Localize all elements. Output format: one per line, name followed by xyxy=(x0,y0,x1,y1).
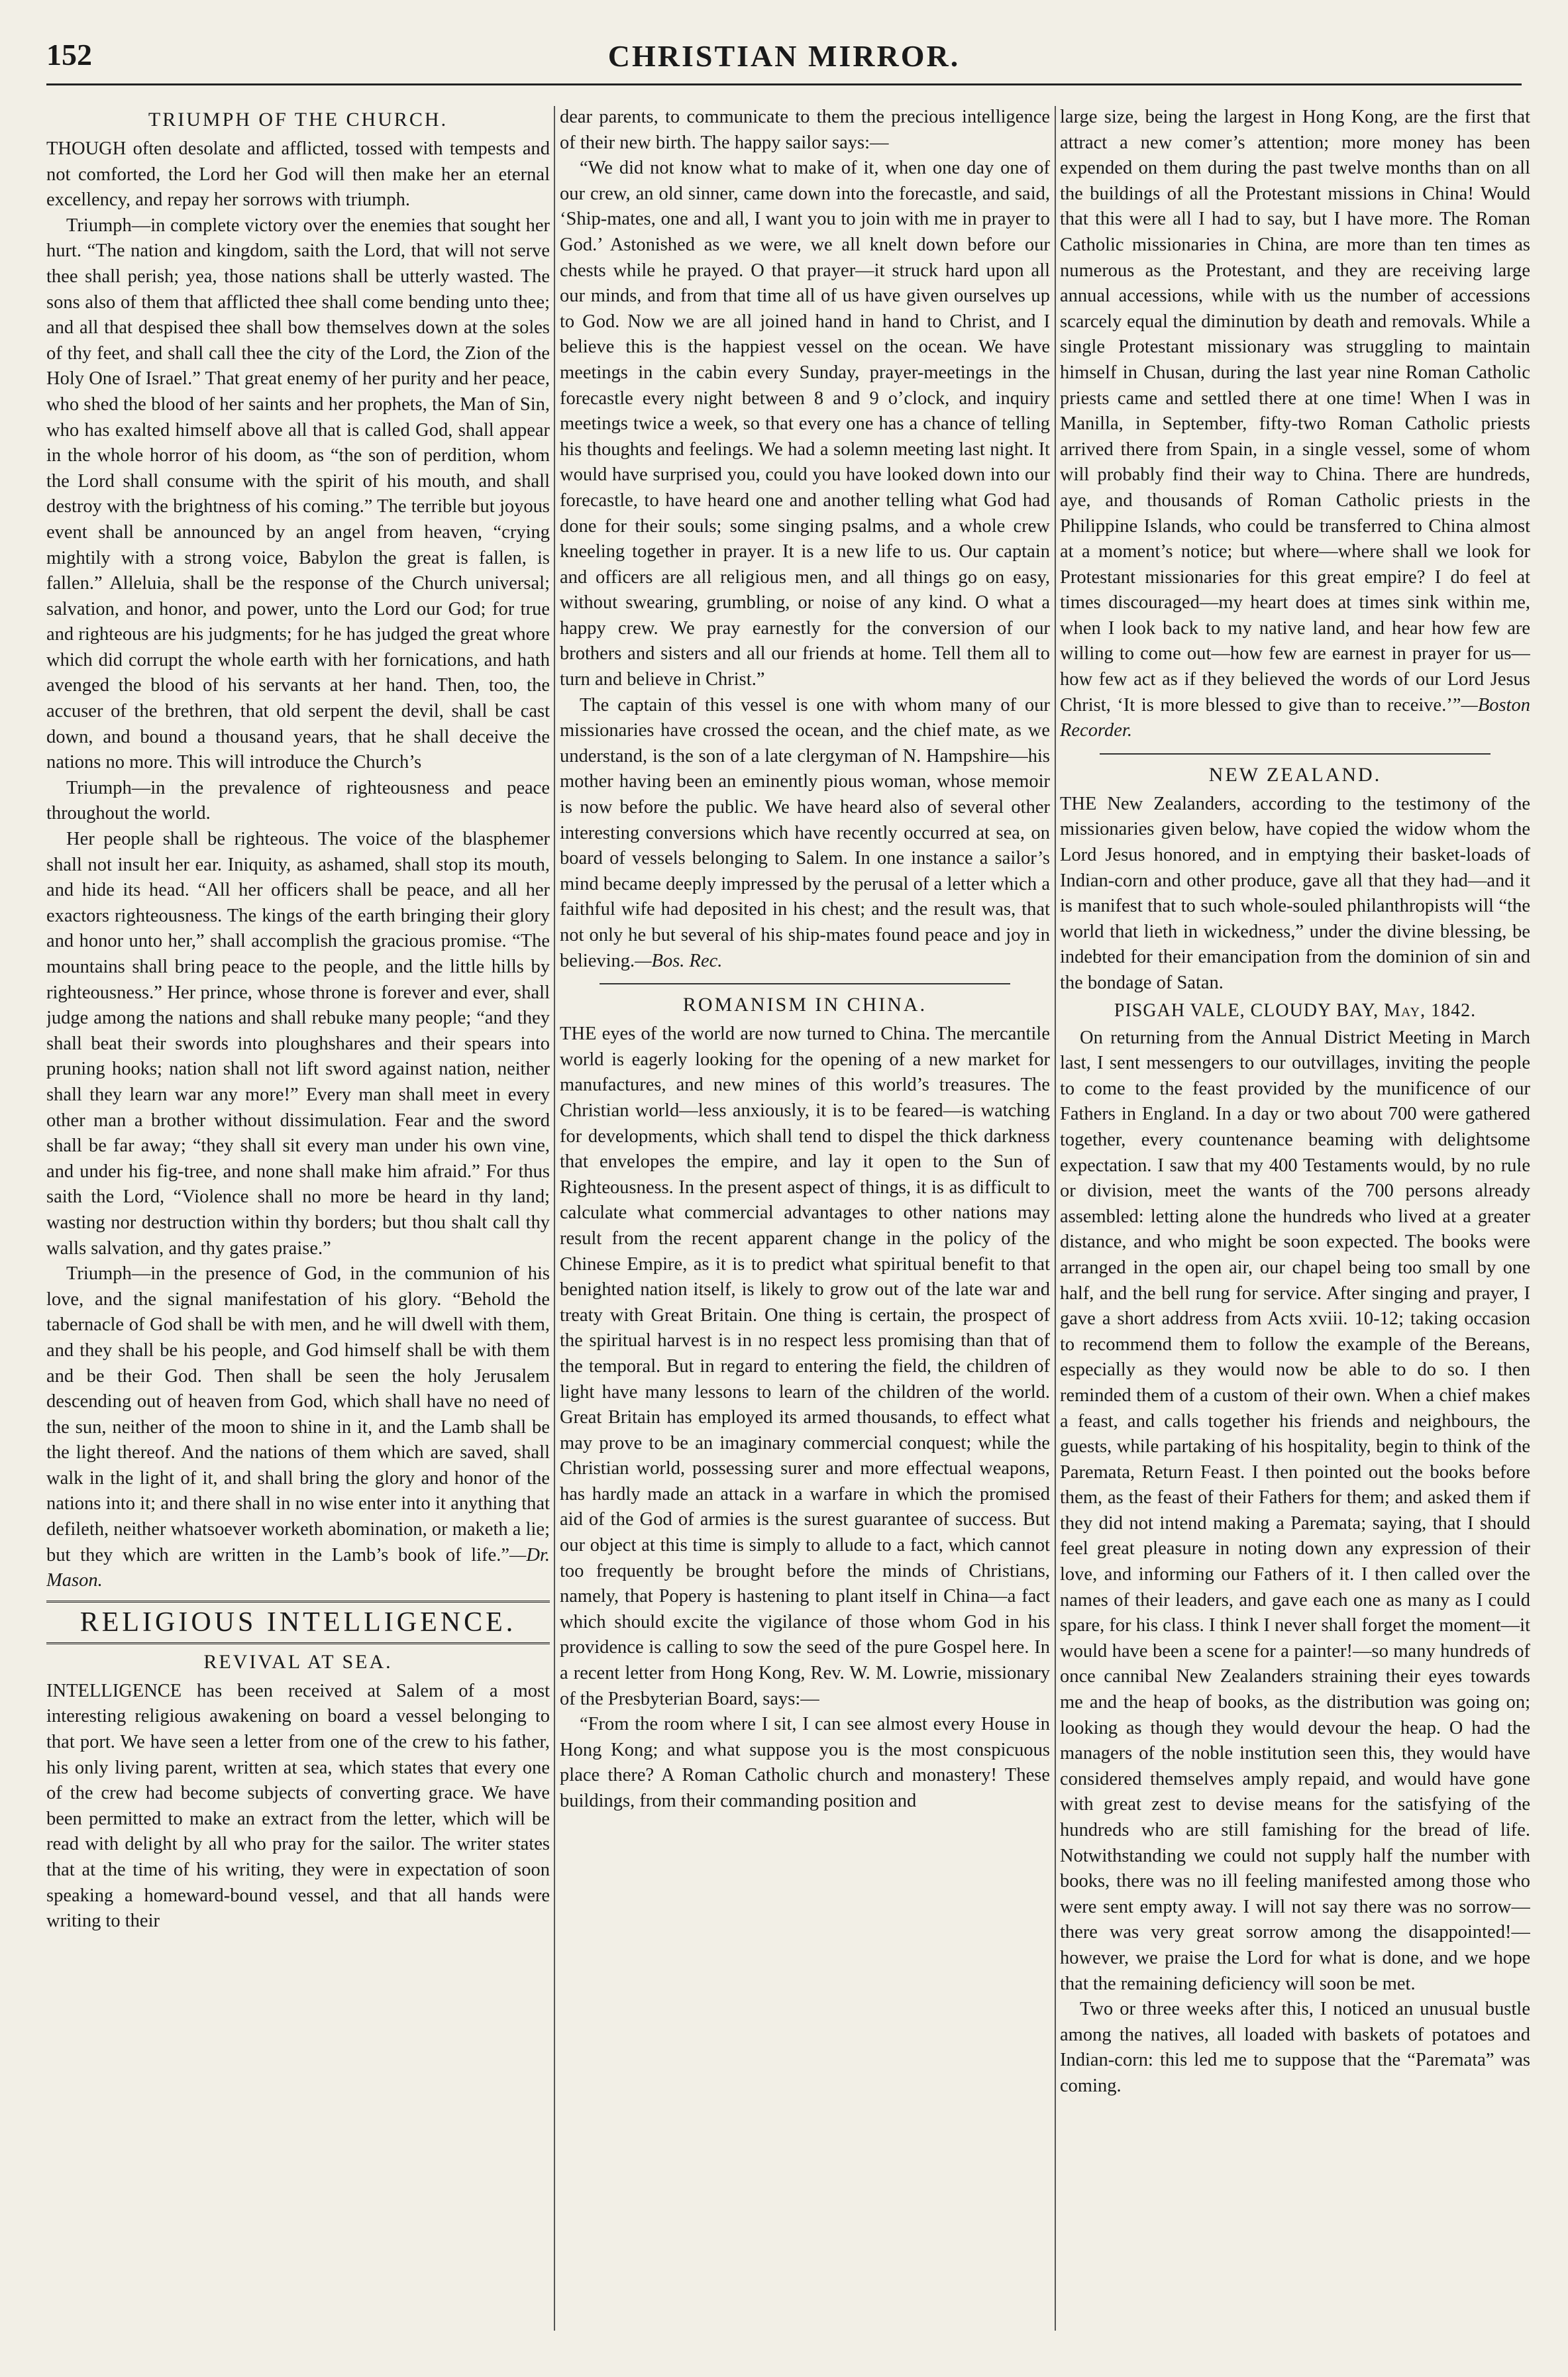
signature: —Dr. Mason. xyxy=(46,1544,550,1591)
paragraph xyxy=(46,1261,550,1594)
paragraph xyxy=(1060,105,1530,744)
column-3 xyxy=(1060,105,1530,2337)
paragraph: THE eyes of the world are now turned to China. The mercantile world is eagerly looking for the opening of a new market for manufactures, and new mines of this world’s treasures. The Christian world—less anxiously, it is to be feared—is watching for developments, which shall tend to dispel the thick darkness that envelopes the empire, and lay it open to the Sun of Righteousness. In the present aspect of things, it is as difficult to calculate what commercial advantages to other nations may result from the recent apparent change in the policy of the Chinese Empire, as it is to predict what spiritual benefit to that benighted nation itself, is likely to grow out of the late war and treaty with Great Britain. One thing is certain, the prospect of the spiritual harvest is in no respect less promising than that of the temporal. But in regard to entering the field, the children of light have many lessons to learn of the children of the world. Great Britain has employed its armed thousands, to effect what may prove to be an imaginary commercial conquest; while the Christian world, possessing surer and more effectual weapons, has hardly made an attack in a warfare in which the promised aid of the God of armies is the surest guarantee of success. But our object at this time is simply to allude to a fact, which cannot too frequently be brought before the minds of Christians, namely, that Popery is hastening to plant itself in China—a fact which should excite the vigilance of those whom God in his providence is calling to sow the seed of the pure Gospel here. In a recent letter from Hong Kong, Rev. W. M. Lowrie, missionary of the Presbyterian Board, says:— xyxy=(560,1024,1050,1709)
paragraph: “From the room where I sit, I can see almost every House in Hong Kong; and what suppose you is the most conspicuous place there? A Roman Catholic church and monastery! These buildings, from their commanding position and xyxy=(560,1714,1050,1811)
paragraph: Two or three weeks after this, I noticed an unusual bustle among the natives, all loaded with baskets of potatoes and Indian-corn: this led me to suppose that the “Paremata” was coming. xyxy=(1060,1999,1530,2096)
signature: —Bos. Rec. xyxy=(635,950,723,971)
column-1 xyxy=(46,105,550,2337)
paragraph: Her people shall be righteous. The voice of the blasphemer shall not insult her ear. Iniquity, as ashamed, shall stop its mouth, and hide its head. “All her officers shall be peace, and all her exactors righteousness. The kings of the earth bringing their glory and honor unto her,” shall accomplish the gracious promise. “The mountains shall bring peace to the people, and the little hills by righteousness.” Her prince, whose throne is forever and ever, shall judge among the nations and shall rebuke many people; “and they shall beat their swords into ploughshares and their spears into pruning hooks; nation shall not lift sword against nation, neither shall they learn war any more!” Every man shall meet in every other man a brother without dissimulation. Fear and the sword shall be far away; “they shall sit every man under his own vine, and under his fig-tree, and none shall make him afraid.” For thus saith the Lord, “Violence shall no more be heard in thy land; wasting nor destruction within thy borders; but thou shalt call thy walls salvation, and thy gates praise.” xyxy=(46,829,550,1259)
section-rule xyxy=(600,983,1010,984)
paragraph: INTELLIGENCE has been received at Salem of a most interesting religious awakening on board a vessel belonging to that port. We have seen a letter from one of the crew to his father, his only living parent, written at sea, which states that every one of the crew had become subjects of converting grace. We have been permitted to make an extract from the letter, which will be read with delight by all who pray for the sailor. The writer states that at the time of his writing, they were in expectation of soon speaking a homeward-bound vessel, and that all hands were writing to their xyxy=(46,1680,550,1932)
paragraph: Triumph—in the prevalence of righteousness and peace throughout the world. xyxy=(46,777,550,824)
paragraph: Triumph—in complete victory over the enemies that sought her hurt. “The nation and kingdom, saith the Lord, that will not serve thee shall perish; yea, those nations shall be utterly wasted. The sons also of them that afflicted thee shall come bending unto thee; and all that despised thee shall bow themselves down at the soles of thy feet, and shall call thee the city of the Lord, the Zion of the Holy One of Israel.” That great enemy of her purity and her peace, who shed the blood of her saints and her prophets, the Man of Sin, who has exalted himself above all that is called God, shall appear in the whole horror of his doom, as “the son of perdition, whom the Lord shall consume with the spirit of his mouth, and shall destroy with the brightness of his coming.” The terrible but joyous event shall be announced by an angel from heaven, “crying mightily with a strong voice, Babylon the great is fallen, is fallen.” Alleluia, shall be the response of the Church universal; salvation, and honor, and power, unto the Lord our God; for true and righteous are his judgments; for he has judged the great whore which did corrupt the whole earth with her fornications, and hath avenged the blood of his servants at her hand. Then, too, the accuser of the brethren, that old serpent the devil, shall be cast down, and bound a thousand years, that he shall deceive the nations no more. This will introduce the Church’s xyxy=(46,215,550,773)
article-heading-revival: REVIVAL AT SEA. xyxy=(203,1650,393,1673)
page-header xyxy=(46,34,1522,94)
paragraph: THE New Zealanders, according to the testimony of the missionaries given below, have copied the widow whom the Lord Jesus honored, and in emptying their basket-loads of Indian-corn and other produce, gave all that they had—and it is manifest that to such whole-souled philanthropists will “the world that lieth in wickedness,” under the divine blessing, be indebted for their emancipation from the dominion of sin and the bondage of Satan. xyxy=(1060,793,1530,993)
column-divider xyxy=(1055,106,1056,2331)
article-heading-triumph: TRIUMPH OF THE CHURCH. xyxy=(148,109,448,131)
article-heading-new-zealand: NEW ZEALAND. xyxy=(1208,763,1382,786)
paragraph: “We did not know what to make of it, when one day one of our crew, an old sinner, came down into the forecastle, and said, ‘Ship-mates, one and all, I want you to join with me in prayer to God.’ Astonished as we were, we all knelt down before our chests while he prayed. O that prayer—it struck hard upon all our minds, and from that time all of us have given ourselves up to God. Now we are all joined hand in hand to Christ, and I believe this is the happiest vessel on the ocean. We have meetings in the cabin every Sunday, prayer-meetings in the forecastle every night between 8 and 9 o’clock, and inquiry meetings twice a week, so that every one has a chance of telling his thoughts and feelings. We had a solemn meeting last night. It would have surprised you, could you have looked down into our forecastle, to have heard one and another telling what God had done for their souls; some singing psalms, and a whole crew kneeling together in prayer. It is a new life to us. Our captain and officers are all religious men, and all things go on easy, without swearing, grumbling, or noise of any kind. O what a happy crew. We pray earnestly for the conversion of our brothers and sisters and all our friends at home. Tell them all to turn and believe in Christ.” xyxy=(560,158,1050,690)
section-heading-religious-intelligence: RELIGIOUS INTELLIGENCE. xyxy=(46,1601,550,1644)
signature: —Boston Recorder. xyxy=(1060,694,1530,741)
header-rule xyxy=(46,83,1522,85)
column-2 xyxy=(560,105,1050,2337)
page-number: 152 xyxy=(46,38,92,72)
page-title: CHRISTIAN MIRROR. xyxy=(607,39,961,73)
paragraph-text: large size, being the largest in Hong Kong, are the first that attract a new comer’s attention; more money has been expended on them during the past twelve months than on all the buildings of all the Protestant missions in China! Would that this were all I had to say, but I have more. The Roman Catholic missionaries in China, are more than ten times as numerous as the Protestant, and they are receiving large annual accessions, while with us the number of accessions scarcely equal the diminution by death and removals. While a single Protestant missionary was struggling to maintain himself in Chusan, during the last year nine Roman Catholic priests came and settled there at one time! When I was in Manilla, in September, fifty-two Roman Catholic priests arrived there from Spain, in a single vessel, some of whom will probably find their way to China. There are hundreds, aye, and thousands of Roman Catholic priests in the Philippine Islands, who could be transferred to China almost at a moment’s notice; but where—where shall we look for Protestant missionaries for this great empire? I do feel at times discouraged—my heart does at times sink within me, when I look back to my native land, and hear how few are willing to come out—how few are earnest in prayer for us—how few act as if they believed the words of our Lord Jesus Christ, ‘It is more blessed to give than to receive.’” xyxy=(1060,107,1530,715)
paragraph: dear parents, to communicate to them the precious intelligence of their new birth. The happy sailor says:— xyxy=(560,107,1050,153)
section-rule xyxy=(1100,753,1490,755)
article-heading-romanism: ROMANISM IN CHINA. xyxy=(682,994,927,1016)
paragraph-text: Triumph—in the presence of God, in the communion of his love, and the signal manifestation of his glory. “Behold the tabernacle of God shall be with men, and he will dwell with them, and they shall be his people, and God himself shall be with them and be their God. Then shall be seen the holy Jerusalem descending out of heaven from God, which shall have no need of the sun, neither of the moon to shine in it, and the Lamb shall be the light thereof. And the nations of them which are saved, shall walk in the light of it, and shall bring the glory and honor of the nations into it; and there shall in no wise enter into it anything that defileth, neither whatsoever worketh abomination, or maketh a lie; but they which are written in the Lamb’s book of life.” xyxy=(46,1263,550,1565)
paragraph-text: The captain of this vessel is one with whom many of our missionaries have crossed the ocean, and the chief mate, as we understand, is the son of a late clergyman of N. Hampshire—his mother having been an eminently pious woman, whose memoir is now before the public. We have heard also of several other interesting conversions which have recently occurred at sea, on board of vessels belonging to Salem. In one instance a sailor’s mind became deeply impressed by the perusal of a letter which a faithful wife had deposited in his chest; and the result was, that not only he but several of his ship-mates found peace and joy in believing. xyxy=(560,694,1050,971)
column-divider xyxy=(554,106,555,2331)
paragraph: THOUGH often desolate and afflicted, tossed with tempests and not comforted, the Lord her God will then make her an eternal excellency, and repay her sorrows with triumph. xyxy=(46,138,550,211)
paragraph: On returning from the Annual District Meeting in March last, I sent messengers to our outvillages, inviting the people to come to the feast provided by the munificence of our Fathers in England. In a day or two about 700 were gathered together, every countenance beaming with delightsome expectation. I saw that my 400 Testaments would, by no rule or division, meet the wants of the 700 persons already assembled: letting alone the hundreds who lived at a greater distance, and who might be soon expected. The books were arranged in the open air, our chapel being too small by one half, and the bell rung for service. After singing and prayer, I gave a short address from Acts xviii. 10-12; taking occasion to recommend them to follow the example of the Bereans, especially as they would now be able to do so. I then reminded them of a custom of their own. When a chief makes a feast, and calls together his friends and neighbours, the guests, while partaking of his hospitality, begin to think of the Paremata, Return Feast. I then pointed out the books before them, as the feast of their Fathers for them; and asked them if they did not intend making a Paremata; saying, that I should feel great pleasure in noting down any expression of their love, and informing our Fathers of it. I then called over the names of their leaders, and gave each one as many as I could spare, for his class. I think I never shall forget the moment—it would have been a scene for a painter!—so many hundreds of once cannibal New Zealanders straining their eyes towards me and the heap of books, as the distribution was going on; looking as though they would devour the heap. O had the managers of the noble institution seen this, they would have considered themselves amply repaid, and would have gone with great zest to devise means for the satisfying of the hundreds who are still famishing for the bread of life. Notwithstanding we could not supply half the number with books, there was no ill feeling manifested among those who were sent empty away. I will not say there was no sorrow—there was very great sorrow among the disappointed!—however, we praise the Lord for what is done, and we hope that the remaining deficiency will soon be met. xyxy=(1060,1027,1530,1994)
dateline: PISGAH VALE, CLOUDY BAY, May, 1842. xyxy=(1114,1000,1477,1021)
paragraph xyxy=(560,693,1050,975)
